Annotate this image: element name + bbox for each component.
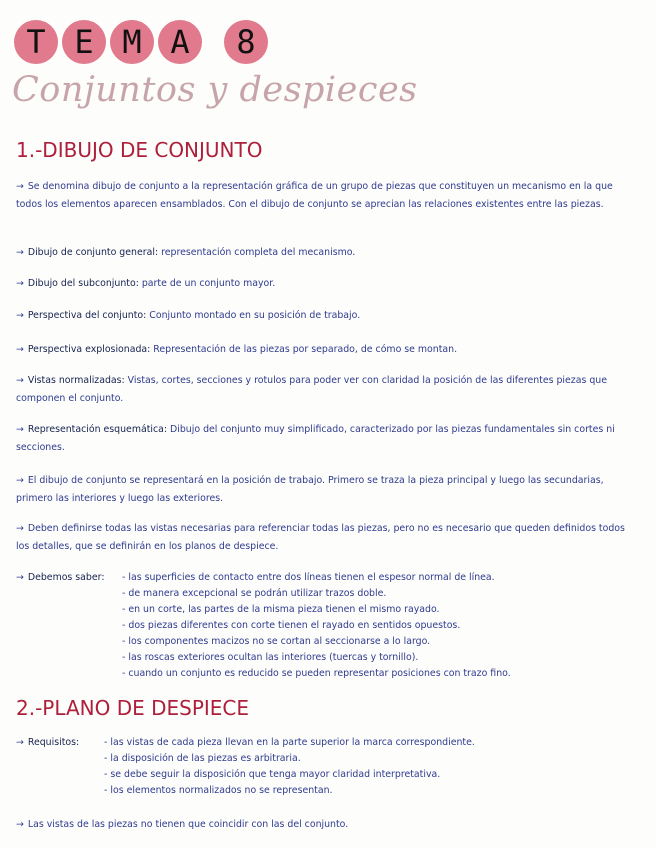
title-letter: E: [62, 20, 106, 64]
list-item: - de manera excepcional se podrán utilizar trazos doble.: [122, 588, 387, 599]
arrow-icon: →: [16, 523, 24, 534]
arrow-icon: →: [16, 375, 24, 386]
list-item: - las roscas exteriores ocultan las interiores (tuercas y tornillo).: [122, 652, 419, 663]
arrow-icon: →: [16, 819, 24, 830]
list-item: - se debe seguir la disposición que tenga mayor claridad interpretativa.: [104, 769, 441, 780]
title-letter: A: [158, 20, 202, 64]
note-text: Representación de las piezas por separado, de cómo se montan.: [150, 344, 458, 355]
arrow-icon: →: [16, 181, 24, 192]
must-know-list: [122, 570, 632, 682]
note-vistas: [16, 372, 640, 408]
title-letter: M: [110, 20, 154, 64]
arrow-icon: →: [16, 572, 24, 583]
note-vistas-piezas: [16, 816, 640, 834]
note-label: Dibujo de conjunto general:: [27, 247, 159, 258]
section-heading-conjunto: 1.-DIBUJO DE CONJUNTO: [16, 138, 263, 162]
title-spacer: [206, 20, 220, 64]
note-vistas-necesarias: [16, 520, 640, 556]
note-explosionada: [16, 341, 640, 359]
arrow-icon: →: [16, 310, 24, 321]
note-text: Conjunto montado en su posición de trabajo.: [146, 310, 361, 321]
note-text: El dibujo de conjunto se representará en la posición de trabajo. Primero se traza la pieza principal y luego las secundarias, primero las interiores y luego las exteriores.: [16, 475, 604, 504]
note-label: Dibujo del subconjunto:: [27, 278, 139, 289]
note-general: [16, 244, 640, 262]
list-item: - los elementos normalizados no se representan.: [104, 785, 333, 796]
arrow-icon: →: [16, 475, 24, 486]
note-debemos-saber: [16, 569, 126, 587]
note-label: Representación esquemática:: [27, 424, 168, 435]
note-text: Las vistas de las piezas no tienen que coincidir con las del conjunto.: [27, 819, 349, 830]
title-number: 8: [224, 20, 268, 64]
arrow-icon: →: [16, 344, 24, 355]
tema-title: [14, 20, 268, 66]
note-text: Deben definirse todas las vistas necesarias para referenciar todas las piezas, pero no es necesario que queden definidos todos los detalles, que se definirán en los planos de despiece.: [16, 523, 625, 552]
requirements-list: [104, 735, 614, 799]
note-label: Perspectiva explosionada:: [27, 344, 151, 355]
list-item: - los componentes macizos no se cortan al seccionarse a lo largo.: [122, 636, 431, 647]
note-esquematica: [16, 421, 640, 457]
note-text: Dibujo del conjunto muy simplificado, caracterizado por las piezas fundamentales sin cortes ni secciones.: [16, 424, 615, 453]
note-perspectiva: [16, 307, 640, 325]
arrow-icon: →: [16, 424, 24, 435]
list-item: - cuando un conjunto es reducido se pueden representar posiciones con trazo fino.: [122, 668, 511, 679]
section-heading-despiece: 2.-PLANO DE DESPIECE: [16, 696, 250, 720]
note-text: Se denomina dibujo de conjunto a la representación gráfica de un grupo de piezas que constituyen un mecanismo en la que todos los elementos aparecen ensamblados. Con el dibujo de conjunto se aprecian las relaciones existentes entre las piezas.: [16, 181, 613, 210]
list-item: - en un corte, las partes de la misma pieza tienen el mismo rayado.: [122, 604, 440, 615]
title-letter: T: [14, 20, 58, 64]
arrow-icon: →: [16, 737, 24, 748]
list-item: - la disposición de las piezas es arbitraria.: [104, 753, 301, 764]
list-item: - dos piezas diferentes con corte tienen el rayado en sentidos opuestos.: [122, 620, 461, 631]
list-item: - las superficies de contacto entre dos líneas tienen el espesor normal de línea.: [122, 572, 495, 583]
note-label: Requisitos:: [27, 737, 80, 748]
page-subtitle: Conjuntos y despieces: [12, 70, 418, 110]
note-label: Vistas normalizadas:: [27, 375, 125, 386]
note-text: parte de un conjunto mayor.: [138, 278, 276, 289]
note-subconjunto: [16, 275, 640, 293]
note-text: Vistas, cortes, secciones y rotulos para poder ver con claridad la posición de las diferentes piezas que componen el conjunto.: [16, 375, 607, 404]
note-label: Perspectiva del conjunto:: [27, 310, 147, 321]
note-posicion-trabajo: [16, 472, 640, 508]
arrow-icon: →: [16, 278, 24, 289]
list-item: - las vistas de cada pieza llevan en la parte superior la marca correspondiente.: [104, 737, 475, 748]
note-definition: [16, 178, 640, 214]
note-label: Debemos saber:: [27, 572, 105, 583]
note-text: representación completa del mecanismo.: [158, 247, 356, 258]
arrow-icon: →: [16, 247, 24, 258]
